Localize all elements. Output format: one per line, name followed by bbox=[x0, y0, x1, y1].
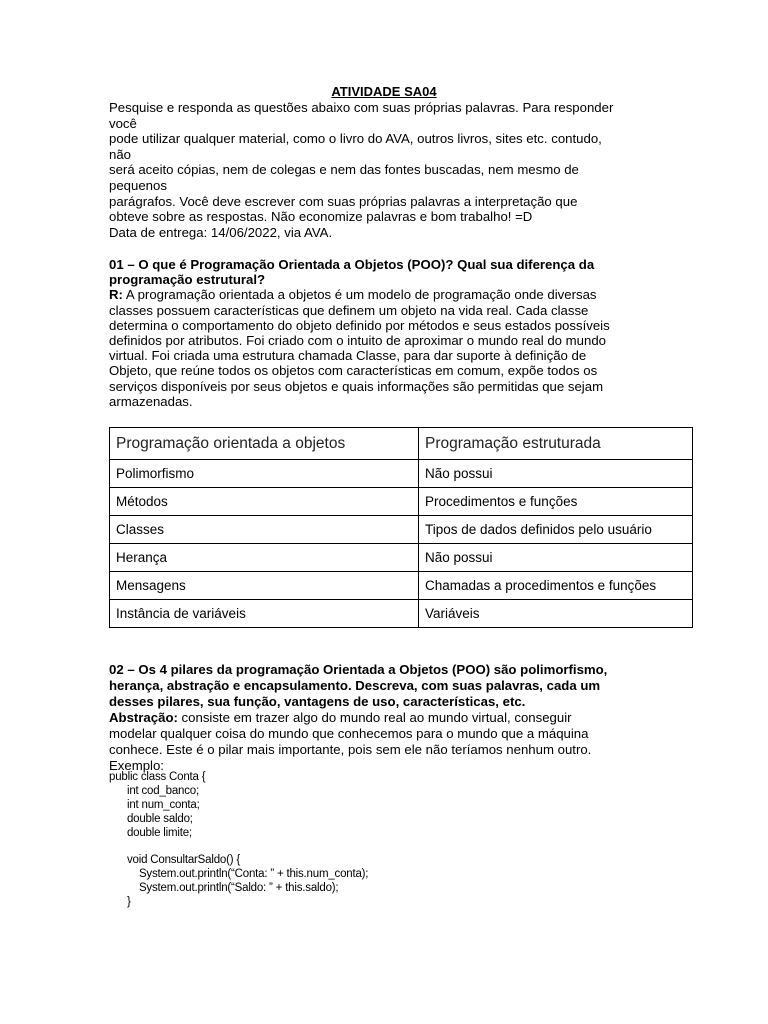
answer-line: armazenadas. bbox=[109, 393, 193, 409]
abstraction-line bbox=[109, 710, 699, 726]
table-row bbox=[110, 544, 693, 572]
example-label: Exemplo: bbox=[109, 758, 164, 773]
table-cell: Chamadas a procedimentos e funções bbox=[419, 572, 693, 600]
answer-line: serviços disponíveis por seus objetos e quais informações são permitidas que sejam bbox=[109, 378, 604, 394]
table-row bbox=[110, 460, 693, 488]
table-row bbox=[110, 516, 693, 544]
intro-paragraph bbox=[109, 100, 669, 240]
table-cell: Métodos bbox=[110, 488, 419, 516]
table-header-row bbox=[110, 428, 693, 460]
code-line: } bbox=[109, 896, 131, 909]
code-line: int num_conta; bbox=[109, 798, 200, 811]
question-2-title-line: desses pilares, sua função, vantagens de uso, características, etc. bbox=[109, 694, 526, 709]
intro-line: parágrafos. Você deve escrever com suas próprias palavras a interpretação que bbox=[109, 193, 578, 209]
answer-line: classes possuem características que definem um objeto na vida real. Cada classe bbox=[109, 302, 589, 318]
intro-line: obteve sobre as respostas. Não economize palavras e bom trabalho! =D bbox=[109, 209, 533, 225]
question-1 bbox=[109, 257, 669, 409]
answer-line: Objeto, que reúne todos os objetos com características em comum, expõe todos os bbox=[109, 363, 598, 379]
intro-line: Pesquise e responda as questões abaixo com suas próprias palavras. Para responder bbox=[109, 100, 614, 115]
answer-line: definidos por atributos. Foi criado com o intuito de aproximar o mundo real do mundo bbox=[109, 333, 606, 349]
answer-line: determina o comportamento do objeto definido por métodos e seus estados possíveis bbox=[109, 317, 610, 333]
answer-text: A programação orientada a objetos é um modelo de programação onde diversas bbox=[122, 287, 597, 303]
code-example bbox=[109, 771, 368, 910]
intro-line: pode utilizar qualquer material, como o livro do AVA, outros livros, sites etc. contudo, bbox=[109, 131, 602, 147]
code-line bbox=[109, 841, 368, 855]
table-cell: Polimorfismo bbox=[110, 460, 419, 488]
code-line: System.out.println(“Conta: ” + this.num_conta); bbox=[109, 868, 369, 881]
question-2 bbox=[109, 662, 699, 774]
answer-line: virtual. Foi criada uma estrutura chamada Classe, para dar suporte à definição de bbox=[109, 348, 587, 364]
comparison-table bbox=[109, 427, 693, 628]
question-1-answer bbox=[109, 287, 669, 409]
question-1-title-line: 01 – O que é Programação Orientada a Objetos (POO)? Qual sua diferença da bbox=[109, 257, 595, 272]
abstraction-line: modelar qualquer coisa do mundo que conhecemos para o mundo que a máquina bbox=[109, 726, 589, 741]
column-header: Programação orientada a objetos bbox=[110, 428, 419, 460]
question-1-title-line: programação estrutural? bbox=[109, 272, 266, 288]
abstraction-label: Abstração: bbox=[109, 710, 178, 725]
intro-line: pequenos bbox=[109, 177, 167, 193]
page-title: ATIVIDADE SA04 bbox=[331, 84, 437, 99]
table-cell: Não possui bbox=[419, 460, 693, 488]
table-cell: Herança bbox=[110, 544, 419, 572]
table-cell: Procedimentos e funções bbox=[419, 488, 693, 516]
code-line: double limite; bbox=[109, 826, 192, 839]
intro-line: você bbox=[109, 115, 137, 131]
code-line: System.out.println(“Saldo: ” + this.saldo); bbox=[109, 882, 339, 895]
abstraction-line: conhece. Este é o pilar mais importante, pois sem ele não teríamos nenhum outro. bbox=[109, 742, 592, 757]
table-cell: Mensagens bbox=[110, 572, 419, 600]
table-row bbox=[110, 488, 693, 516]
abstraction-text: consiste em trazer algo do mundo real ao mundo virtual, conseguir bbox=[177, 710, 572, 725]
question-2-title-line: herança, abstração e encapsulamento. Descreva, com suas palavras, cada um bbox=[109, 678, 601, 693]
intro-line: não bbox=[109, 146, 132, 162]
code-line: void ConsultarSaldo() { bbox=[109, 854, 240, 867]
column-header: Programação estruturada bbox=[419, 428, 693, 460]
code-line: public class Conta { bbox=[109, 771, 206, 783]
table-row bbox=[110, 600, 693, 628]
table-cell: Instância de variáveis bbox=[110, 600, 419, 628]
answer-line bbox=[109, 287, 669, 302]
code-line: int cod_banco; bbox=[109, 784, 199, 797]
due-date-line: Data de entrega: 14/06/2022, via AVA. bbox=[109, 224, 333, 240]
table-cell: Variáveis bbox=[419, 600, 693, 628]
intro-line: será aceito cópias, nem de colegas e nem das fontes buscadas, nem mesmo de bbox=[109, 162, 579, 178]
code-line: double saldo; bbox=[109, 812, 193, 825]
table-cell: Tipos de dados definidos pelo usuário bbox=[419, 516, 693, 544]
question-2-title-line: 02 – Os 4 pilares da programação Orientada a Objetos (POO) são polimorfismo, bbox=[109, 662, 608, 677]
table-cell: Classes bbox=[110, 516, 419, 544]
table-cell: Não possui bbox=[419, 544, 693, 572]
table-row bbox=[110, 572, 693, 600]
answer-label: R: bbox=[109, 287, 123, 303]
